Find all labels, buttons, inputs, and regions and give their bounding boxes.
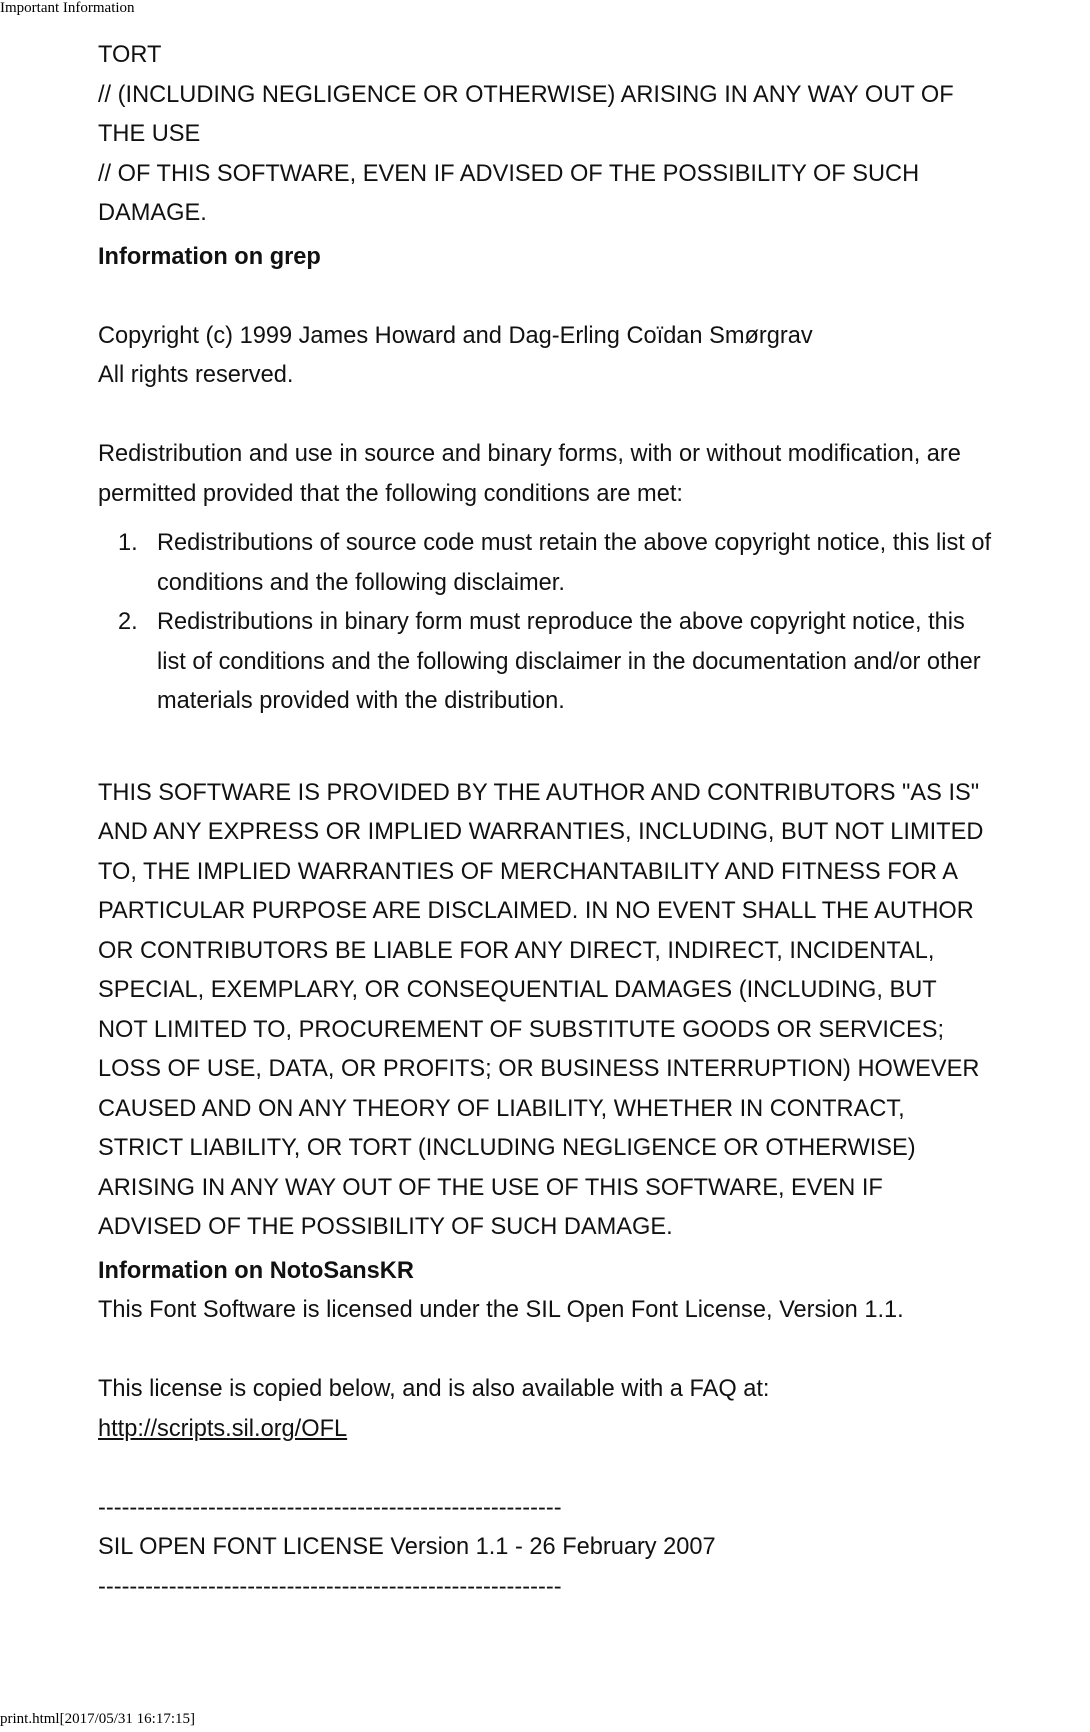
disclaimer-line: TO, THE IMPLIED WARRANTIES OF MERCHANTABILITY AND FITNESS FOR A [98,858,958,885]
print-header-title: Important Information [0,0,135,16]
section-heading-grep: Information on grep [98,243,321,270]
notosans-faq-line: This license is copied below, and is also available with a FAQ at: [98,1376,770,1402]
text-line: // (INCLUDING NEGLIGENCE OR OTHERWISE) ARISING IN ANY WAY OUT OF [98,81,954,108]
disclaimer-line: LOSS OF USE, DATA, OR PROFITS; OR BUSINESS INTERRUPTION) HOWEVER [98,1056,980,1082]
spacer [98,1449,1090,1489]
link-container [98,1410,1090,1450]
separator-line: ----------------------------------------------------------- [98,1494,562,1521]
grep-rights: All rights reserved. [98,362,294,388]
list-item-line: Redistributions in binary form must reproduce the above copyright notice, this [157,609,965,635]
disclaimer-line: CAUSED AND ON ANY THEORY OF LIABILITY, WHETHER IN CONTRACT, [98,1095,905,1122]
text-line: THE USE [98,121,201,147]
disclaimer-line: THIS SOFTWARE IS PROVIDED BY THE AUTHOR AND CONTRIBUTORS "AS IS" [98,779,980,806]
grep-conditions-list [98,524,1090,722]
notosans-license-line: This Font Software is licensed under the SIL Open Font License, Version 1.1. [98,1297,904,1323]
list-item [98,603,1090,722]
print-footer-text: print.html[2017/05/31 16:17:15] [0,1711,195,1727]
disclaimer-line: PARTICULAR PURPOSE ARE DISCLAIMED. IN NO EVENT SHALL THE AUTHOR [98,898,974,924]
list-item-line: conditions and the following disclaimer. [157,569,565,596]
spacer [98,722,1090,774]
disclaimer-line: SPECIAL, EXEMPLARY, OR CONSEQUENTIAL DAMAGES (INCLUDING, BUT [98,977,937,1003]
grep-disclaimer [98,774,1090,1248]
list-item [98,524,1090,603]
disclaimer-line: ADVISED OF THE POSSIBILITY OF SUCH DAMAGE. [98,1214,673,1240]
spacer [98,1331,1090,1371]
ofl-link[interactable]: http://scripts.sil.org/OFL [98,1415,348,1442]
grep-copyright: Copyright (c) 1999 James Howard and Dag-Erling Coïdan Smørgrav [98,322,813,349]
list-item-line: list of conditions and the following disclaimer in the documentation and/or other [157,648,981,675]
list-item-number: 1. [118,530,138,556]
list-item-number: 2. [118,609,138,635]
disclaimer-line: AND ANY EXPRESS OR IMPLIED WARRANTIES, INCLUDING, BUT NOT LIMITED [98,819,984,845]
text-line: DAMAGE. [98,200,207,226]
disclaimer-line: STRICT LIABILITY, OR TORT (INCLUDING NEGLIGENCE OR OTHERWISE) [98,1135,916,1161]
section-heading-notosanskr: Information on NotoSansKR [98,1257,414,1284]
list-item-line: Redistributions of source code must retain the above copyright notice, this list of [157,530,992,556]
grep-intro-line: permitted provided that the following conditions are met: [98,480,683,507]
spacer [98,396,1090,436]
text-line: // OF THIS SOFTWARE, EVEN IF ADVISED OF THE POSSIBILITY OF SUCH [98,160,920,187]
ofl-title: SIL OPEN FONT LICENSE Version 1.1 - 26 February 2007 [98,1534,716,1560]
list-item-line: materials provided with the distribution. [157,688,565,714]
text-line: TORT [98,42,162,68]
separator-line: ----------------------------------------------------------- [98,1573,562,1600]
grep-intro-line: Redistribution and use in source and binary forms, with or without modification, are [98,441,961,467]
spacer [98,277,1090,317]
disclaimer-line: OR CONTRIBUTORS BE LIABLE FOR ANY DIRECT, INDIRECT, INCIDENTAL, [98,937,935,964]
previous-license-tail [98,36,1090,234]
disclaimer-line: NOT LIMITED TO, PROCUREMENT OF SUBSTITUTE GOODS OR SERVICES; [98,1016,944,1043]
document-body [98,36,1090,1607]
disclaimer-line: ARISING IN ANY WAY OUT OF THE USE OF THIS SOFTWARE, EVEN IF [98,1174,883,1201]
